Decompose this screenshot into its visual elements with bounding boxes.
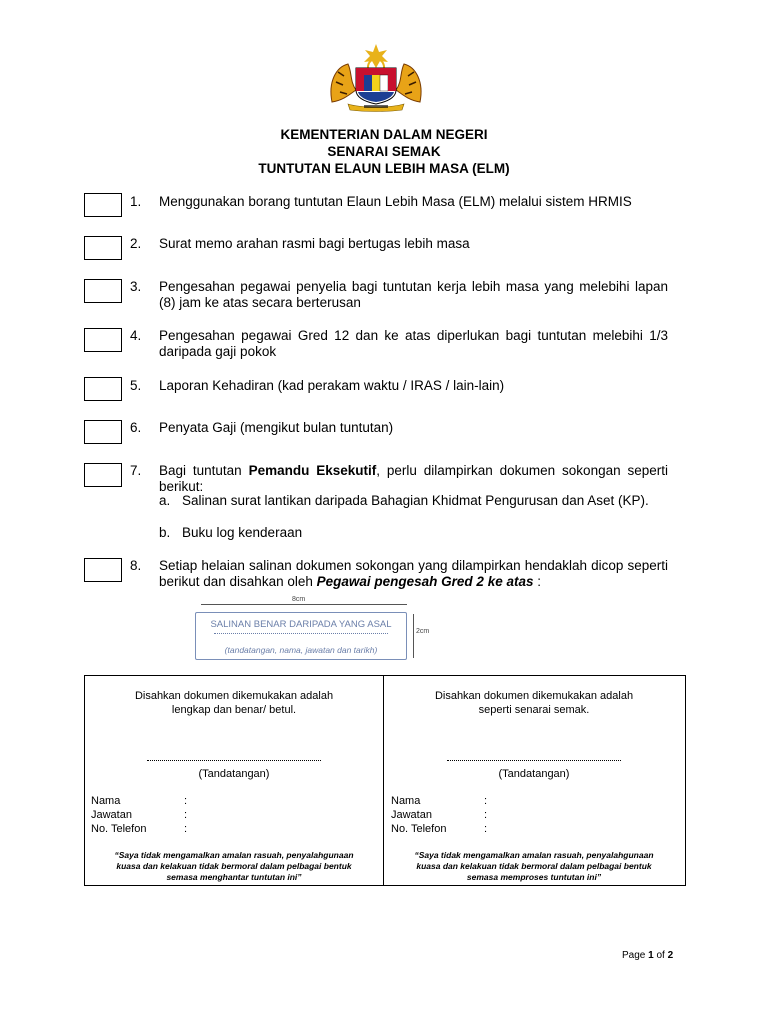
item-text: Menggunakan borang tuntutan Elaun Lebih Masa (ELM) melalui sistem HRMIS [159,194,632,209]
item-text: Penyata Gaji (mengikut bulan tuntutan) [159,420,394,435]
ministry-title: KEMENTERIAN DALAM NEGERI [280,127,488,142]
name-label: Nama [91,795,121,807]
item-text: Pengesahan pegawai penyelia bagi tuntutan kerja lebih masa yang melebihi lapan (8) jam ke atas secara berterusan [159,279,668,310]
stamp-subtitle: (tandatangan, nama, jawatan dan tarikh) [224,645,378,655]
subitem-label: b. [159,525,171,540]
item-number: 5. [130,378,142,393]
item-number: 4. [130,328,142,343]
phone-colon: : [484,823,488,835]
document-subtitle: SENARAI SEMAK [327,144,441,159]
signature-cell-verifier [385,676,683,885]
position-label: Jawatan [91,809,132,821]
submitter-statement: Disahkan dokumen dikemukakan adalah lengkap dan benar/ betul. [134,690,334,716]
column-divider [383,676,384,885]
checkbox-3[interactable] [84,279,122,303]
signature-line[interactable] [147,760,321,761]
phone-label: No. Telefon [91,823,147,835]
signature-line[interactable] [447,760,621,761]
subitem-text: Buku log kenderaan [182,525,303,540]
phone-colon: : [184,823,188,835]
position-colon: : [484,809,488,821]
name-label: Nama [391,795,421,807]
checkbox-1[interactable] [84,193,122,217]
stamp-dotted-line [214,633,388,634]
item-text: Laporan Kehadiran (kad perakam waktu / IRAS / lain-lain) [159,378,505,393]
coat-of-arms-icon [326,42,426,112]
checkbox-2[interactable] [84,236,122,260]
emphasis-executive-driver: Pemandu Eksekutif [248,463,377,478]
integrity-declaration: “Saya tidak mengamalkan amalan rasuah, penyalahgunaan kuasa dan kelakuan tidak bermoral dalam pelbagai bentuk semasa menghantar tuntutan ini” [114,850,354,882]
name-colon: : [484,795,488,807]
checkbox-6[interactable] [84,420,122,444]
signature-label: (Tandatangan) [198,768,270,780]
subitem-label: a. [159,493,171,508]
stamp-height-dimension [413,614,414,658]
item-number: 8. [130,558,142,573]
stamp-title: SALINAN BENAR DARIPADA YANG ASAL [210,619,392,630]
document-title: TUNTUTAN ELAUN LEBIH MASA (ELM) [258,161,510,176]
item-number: 6. [130,420,142,435]
item-text: Bagi tuntutan Pemandu Eksekutif, perlu dilampirkan dokumen sokongan seperti berikut: [159,463,668,494]
signature-label: (Tandatangan) [498,768,570,780]
position-colon: : [184,809,188,821]
stamp-height-label: 2cm [416,628,430,635]
integrity-declaration: “Saya tidak mengamalkan amalan rasuah, penyalahgunaan kuasa dan kelakuan tidak bermoral dalam pelbagai bentuk semasa memproses tuntutan ini” [414,850,654,882]
item-text: Pengesahan pegawai Gred 12 dan ke atas diperlukan bagi tuntutan melebihi 1/3 daripada gaji pokok [159,328,668,359]
subitem-text: Salinan surat lantikan daripada Bahagian Khidmat Pengurusan dan Aset (KP). [182,493,649,508]
item-text: Surat memo arahan rasmi bagi bertugas lebih masa [159,236,470,251]
verifier-statement: Disahkan dokumen dikemukakan adalah seperti senarai semak. [434,690,634,716]
checkbox-4[interactable] [84,328,122,352]
stamp-width-dimension [201,604,407,605]
stamp-width-label: 8cm [292,596,306,603]
item-number: 3. [130,279,142,294]
name-colon: : [184,795,188,807]
certified-copy-stamp [195,612,407,660]
item-number: 2. [130,236,142,251]
position-label: Jawatan [391,809,432,821]
phone-label: No. Telefon [391,823,447,835]
signature-cell-submitter [85,676,383,885]
page-indicator: Page 1 of 2 [622,950,674,961]
signature-table [84,675,686,886]
checkbox-8[interactable] [84,558,122,582]
item-number: 1. [130,194,142,209]
checkbox-5[interactable] [84,377,122,401]
emphasis-approving-officer: Pegawai pengesah Gred 2 ke atas [316,574,534,589]
item-text: Setiap helaian salinan dokumen sokongan yang dilampirkan hendaklah dicop seperti berikut dan disahkan oleh Pegawai pengesah Gred 2 ke atas : [159,558,668,589]
item-number: 7. [130,463,142,478]
checkbox-7[interactable] [84,463,122,487]
